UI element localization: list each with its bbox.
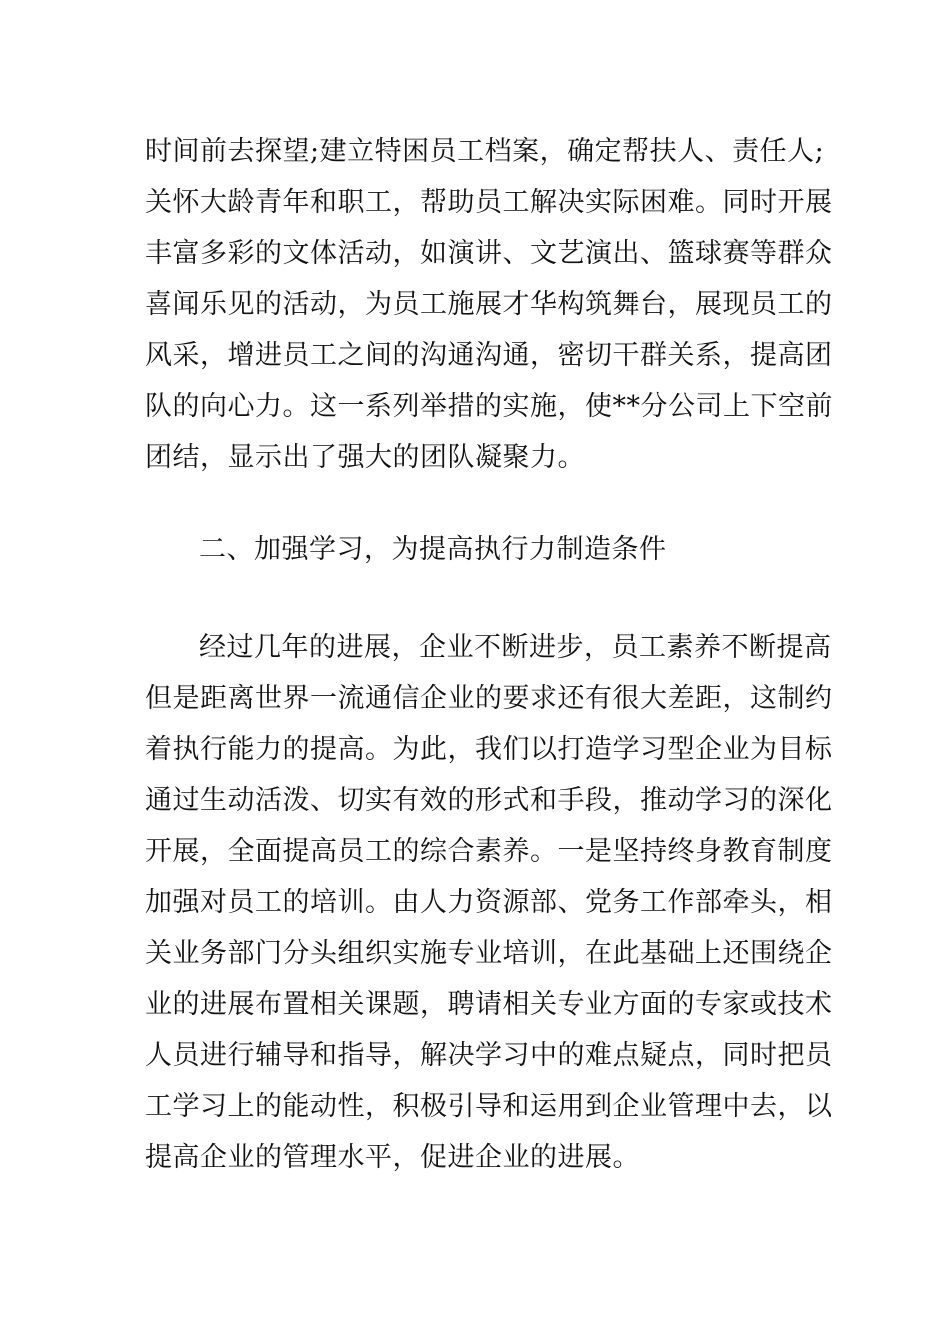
paragraph-line: 队的向心力。这一系列举措的实施，使**分公司上下空前: [145, 391, 833, 422]
paragraph-line: 丰富多彩的文体活动，如演讲、文艺演出、篮球赛等群众: [145, 238, 833, 269]
paragraph-2: [145, 622, 833, 1183]
paragraph-line: 加强对员工的培训。由人力资源部、党务工作部牵头，相: [145, 887, 833, 918]
paragraph-line: 经过几年的进展，企业不断进步，员工素养不断提高: [199, 632, 832, 663]
paragraph-line: 工学习上的能动性，积极引导和运用到企业管理中去，以: [145, 1091, 833, 1122]
paragraph-line: 关怀大龄青年和职工，帮助员工解决实际困难。同时开展: [145, 187, 833, 218]
paragraph-line: 关业务部门分头组织实施专业培训，在此基础上还围绕企: [145, 938, 833, 969]
paragraph-line: 开展，全面提高员工的综合素养。一是坚持终身教育制度: [145, 836, 833, 867]
paragraph-line: 人员进行辅导和指导，解决学习中的难点疑点，同时把员: [145, 1040, 833, 1071]
paragraph-line: 着执行能力的提高。为此，我们以打造学习型企业为目标: [145, 734, 833, 765]
section-heading-text: 二、加强学习，为提高执行力制造条件: [199, 534, 667, 565]
paragraph-line: 喜闻乐见的活动，为员工施展才华构筑舞台，展现员工的: [145, 289, 833, 320]
paragraph-line: 风采，增进员工之间的沟通沟通，密切干群关系，提高团: [145, 340, 833, 371]
section-heading: [145, 524, 810, 575]
paragraph-line: 业的进展布置相关课题，聘请相关专业方面的专家或技术: [145, 989, 833, 1020]
paragraph-line: 团结，显示出了强大的团队凝聚力。: [145, 442, 585, 473]
paragraph-line: 提高企业的管理水平，促进企业的进展。: [145, 1142, 640, 1173]
paragraph-line: 但是距离世界一流通信企业的要求还有很大差距，这制约: [145, 683, 833, 714]
paragraph-1: [145, 126, 833, 483]
paragraph-line: 时间前去探望;建立特困员工档案，确定帮扶人、责任人;: [145, 136, 825, 167]
paragraph-line: 通过生动活泼、切实有效的形式和手段，推动学习的深化: [145, 785, 833, 816]
